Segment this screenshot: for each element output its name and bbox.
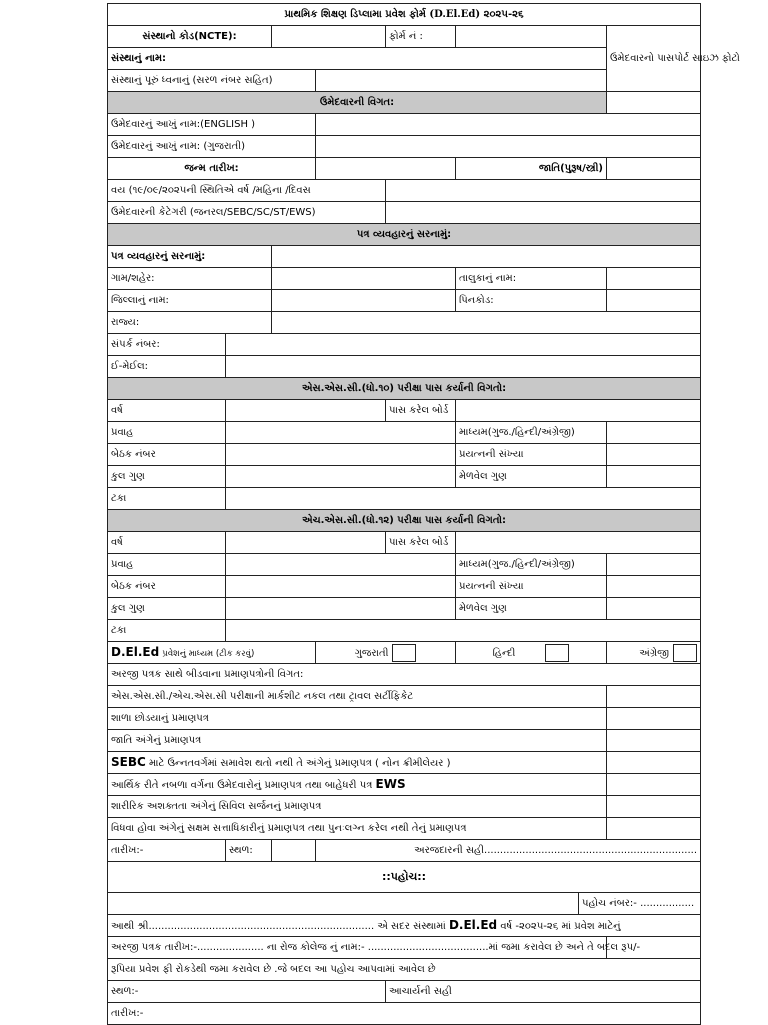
sign-place-label: સ્થળ: <box>226 840 272 862</box>
institute-full-name-note: સંસ્થાનું પૂરું ધ્વનાનું (સરળ નંબર સહિત) <box>108 70 316 92</box>
ssc-attempts-field[interactable] <box>607 444 701 466</box>
hsc-total-field[interactable] <box>226 598 456 620</box>
ssc-year-field[interactable] <box>226 400 386 422</box>
deled-label: D.El.Ed <box>111 644 160 659</box>
form-table <box>107 3 740 1025</box>
receipt-line-2: અરજી પત્રક તારીખ:-..................... ના રોજ કોલેજ નું નામ:- ......................................માં જમા કરાવેલ છે અને તે બદલ રૂપ/- <box>108 937 607 959</box>
medium-option-english <box>607 642 701 664</box>
gender-field[interactable] <box>607 158 701 180</box>
village-field[interactable] <box>272 268 456 290</box>
doc-check-non-creamy-layer[interactable] <box>607 752 701 774</box>
receipt-deled-label: D.El.Ed <box>448 917 498 932</box>
gender-label: જાતિ(પુરૂષ/સ્ત્રી) <box>456 158 607 180</box>
doc-item-leaving-certificate: શાળા છોડયાનું પ્રમાણપત્ર <box>108 708 607 730</box>
receipt-date-label: તારીખ:- <box>108 1003 701 1025</box>
age-field[interactable] <box>386 180 701 202</box>
form-title: પ્રાથમિક શિક્ષણ ડિપ્લામા પ્રવેશ ફોર્મ (D.El.Ed) ૨૦૨૫-૨૬ <box>108 4 701 26</box>
ssc-year-label: વર્ષ <box>108 400 226 422</box>
state-field[interactable] <box>272 312 701 334</box>
receipt-line-1 <box>108 915 701 937</box>
institute-full-name-field[interactable] <box>316 70 607 92</box>
hsc-year-label: વર્ષ <box>108 532 226 554</box>
ssc-obtained-label: મેળવેલ ગુણ <box>456 466 607 488</box>
receipt-line-1-text: એ સદર સંસ્થામાં <box>377 920 446 932</box>
contact-field[interactable] <box>226 334 701 356</box>
english-checkbox[interactable] <box>673 644 697 662</box>
sign-place-field[interactable] <box>272 840 316 862</box>
hsc-board-field[interactable] <box>456 532 701 554</box>
hsc-medium-field[interactable] <box>607 554 701 576</box>
name-gujarati-label: ઉમેદવારનું આખું નામ: (ગુજરાતી) <box>108 136 316 158</box>
hsc-obtained-label: મેળવેલ ગુણ <box>456 598 607 620</box>
principal-signature[interactable]: આચાર્યની સહી <box>386 981 701 1003</box>
applicant-signature[interactable]: અરજદારની સહી................................................................... <box>316 840 701 862</box>
form-no-label: ફોર્મ નં : <box>386 26 456 48</box>
institute-code-field[interactable] <box>272 26 386 48</box>
email-label: ઈ-મેઈલ: <box>108 356 226 378</box>
admission-form <box>107 3 740 1025</box>
ssc-total-field[interactable] <box>226 466 456 488</box>
medium-option-gujarati <box>316 642 456 664</box>
age-label: વય (૧૯/૦૯/૨૦૨૫ની સ્થિતિએ વર્ષ /મહિના /દિવસ <box>108 180 386 202</box>
institute-code-label: સંસ્થાનો કોડ(NCTE): <box>108 26 272 48</box>
doc-check-disability[interactable] <box>607 796 701 818</box>
candidate-section-heading: ઉમેદવારની વિગત: <box>108 92 607 114</box>
hsc-stream-field[interactable] <box>226 554 456 576</box>
non-creamy-layer-text: માટે ઉન્નતવર્ગમાં સમાવેશ થતો નથી તે અંગેનું પ્રમાણપત્ર ( નોન ક્રીમીલેયર ) <box>148 757 451 769</box>
ssc-obtained-field[interactable] <box>607 466 701 488</box>
ssc-attempts-label: પ્રયત્નની સંખ્યા <box>456 444 607 466</box>
sign-date-label: તારીખ:- <box>108 840 226 862</box>
category-label: ઉમેદવારની કેટેગરી (જનરલ/SEBC/SC/ST/EWS) <box>108 202 386 224</box>
doc-item-non-creamy-layer <box>108 752 607 774</box>
deled-medium-text: પ્રવેશનું માધ્યમ (ટીક કરવું) <box>162 648 255 659</box>
sebc-label: SEBC <box>111 754 146 769</box>
gujarati-option-label: ગુજરાતી <box>354 647 389 659</box>
hsc-percent-field[interactable] <box>226 620 701 642</box>
hsc-stream-label: પ્રવાહ <box>108 554 226 576</box>
hsc-seat-field[interactable] <box>226 576 456 598</box>
hsc-seat-label: બેઠક નંબર <box>108 576 226 598</box>
ssc-medium-label: માધ્યમ(ગુજ./હિન્દી/અંગ્રેજી) <box>456 422 607 444</box>
receipt-line-1-name[interactable]: આથી શ્રી....................................................................... <box>111 920 375 932</box>
receipt-line-1-year: વર્ષ -૨૦૨૫-૨૬ માં પ્રવેશ માટેનું <box>500 920 621 932</box>
receipt-spacer <box>108 893 579 915</box>
district-field[interactable] <box>272 290 456 312</box>
doc-item-caste-certificate: જાતિ અંગેનું પ્રમાણપત્ર <box>108 730 607 752</box>
hsc-percent-label: ટકા <box>108 620 226 642</box>
receipt-place-label: સ્થળ:- <box>108 981 386 1003</box>
name-english-field[interactable] <box>316 114 701 136</box>
pincode-label: પિનકોડ: <box>456 290 607 312</box>
address-field[interactable] <box>272 246 701 268</box>
ssc-board-label: પાસ કરેલ બોર્ડ <box>386 400 456 422</box>
hsc-attempts-field[interactable] <box>607 576 701 598</box>
form-no-field[interactable] <box>456 26 607 48</box>
deled-medium-label <box>108 642 316 664</box>
english-option-label: અંગ્રેજી <box>639 647 670 659</box>
ssc-medium-field[interactable] <box>607 422 701 444</box>
email-field[interactable] <box>226 356 701 378</box>
hsc-section-heading: એચ.એસ.સી.(ધો.૧૨) પરીક્ષા પાસ કર્યાની વિગતો: <box>108 510 701 532</box>
taluka-label: તાલુકાનું નામ: <box>456 268 607 290</box>
medium-option-hindi <box>456 642 607 664</box>
hsc-board-label: પાસ કરેલ બોર્ડ <box>386 532 456 554</box>
ssc-board-field[interactable] <box>456 400 701 422</box>
ssc-total-label: કુલ ગુણ <box>108 466 226 488</box>
ssc-seat-field[interactable] <box>226 444 456 466</box>
pincode-field[interactable] <box>607 290 701 312</box>
contact-label: સંપર્ક નંબર: <box>108 334 226 356</box>
address-section-heading: પત્ર વ્યવહારનું સરનામું: <box>108 224 701 246</box>
dob-label: જન્મ તારીખ: <box>108 158 316 180</box>
hsc-attempts-label: પ્રયત્નની સંખ્યા <box>456 576 607 598</box>
doc-check-widow[interactable] <box>607 818 701 840</box>
village-label: ગામ/શહેર: <box>108 268 272 290</box>
doc-item-marksheet: એસ.એસ.સી./એચ.એસ.સી પરીક્ષાની માર્કશીટ નકલ તથા ટ્રાવલ સર્ટીફિકેટ <box>108 686 607 708</box>
doc-item-disability: શારીરિક અશક્તતા અંગેનું સિવિલ સર્જનનું પ્રમાણપત્ર <box>108 796 607 818</box>
dob-field[interactable] <box>316 158 456 180</box>
ssc-percent-label: ટકા <box>108 488 226 510</box>
doc-check-leaving-certificate[interactable] <box>607 708 701 730</box>
ssc-percent-field[interactable] <box>226 488 701 510</box>
photo-box[interactable]: ઉમેદવારનો પાસપોર્ટ સાઇઝ ફોટો <box>607 26 701 92</box>
receipt-number[interactable]: પહોચ નંબર:- ................. <box>579 893 701 915</box>
hsc-medium-label: માધ્યમ(ગુજ./હિન્દી/અંગ્રેજી) <box>456 554 607 576</box>
address-label: પત્ર વ્યવહારનું સરનામું: <box>108 246 272 268</box>
district-label: જિલ્લાનું નામ: <box>108 290 272 312</box>
hsc-obtained-field[interactable] <box>607 598 701 620</box>
documents-heading: અરજી પત્રક સાથે બીડવાના પ્રમાણપત્રોની વિગત: <box>108 664 701 686</box>
doc-item-ews <box>108 774 607 796</box>
doc-check-ews[interactable] <box>607 774 701 796</box>
category-field[interactable] <box>386 202 701 224</box>
doc-check-caste-certificate[interactable] <box>607 730 701 752</box>
doc-check-marksheet[interactable] <box>607 686 701 708</box>
ssc-stream-label: પ્રવાહ <box>108 422 226 444</box>
ssc-seat-label: બેઠક નંબર <box>108 444 226 466</box>
receipt-title: ::પહોચ:: <box>108 862 701 893</box>
gujarati-checkbox[interactable] <box>392 644 416 662</box>
ews-label: EWS <box>375 776 406 791</box>
ews-text: આર્થિક રીતે નબળા વર્ગના ઉમેદવારોનું પ્રમાણપત્ર તથા બાહેધરી પત્ર <box>111 779 373 791</box>
hsc-year-field[interactable] <box>226 532 386 554</box>
ssc-section-heading: એસ.એસ.સી.(ધો.૧૦) પરીક્ષા પાસ કર્યાની વિગતો: <box>108 378 701 400</box>
hindi-checkbox[interactable] <box>545 644 569 662</box>
institute-name-label: સંસ્થાનું નામ: <box>108 48 607 70</box>
name-gujarati-field[interactable] <box>316 136 701 158</box>
hsc-total-label: કુલ ગુણ <box>108 598 226 620</box>
state-label: રાજ્ય: <box>108 312 272 334</box>
ssc-stream-field[interactable] <box>226 422 456 444</box>
doc-item-widow: વિધવા હોવા અંગેનું સક્ષમ સત્તાધિકારીનું પ્રમાણપત્ર તથા પુનઃલગ્ન કરેલ નથી તેનું પ્રમાણપત્ર <box>108 818 607 840</box>
photo-spacer <box>607 92 701 114</box>
receipt-line-3: રૂપિયા પ્રવેશ ફી રોકડેથી જમા કરાવેલ છે .જે બદલ આ પહોચ આપવામાં આવેલ છે <box>108 959 701 981</box>
hindi-option-label: હિન્દી <box>492 647 516 659</box>
name-english-label: ઉમેદવારનું આખું નામ:(ENGLISH ) <box>108 114 316 136</box>
taluka-field[interactable] <box>607 268 701 290</box>
